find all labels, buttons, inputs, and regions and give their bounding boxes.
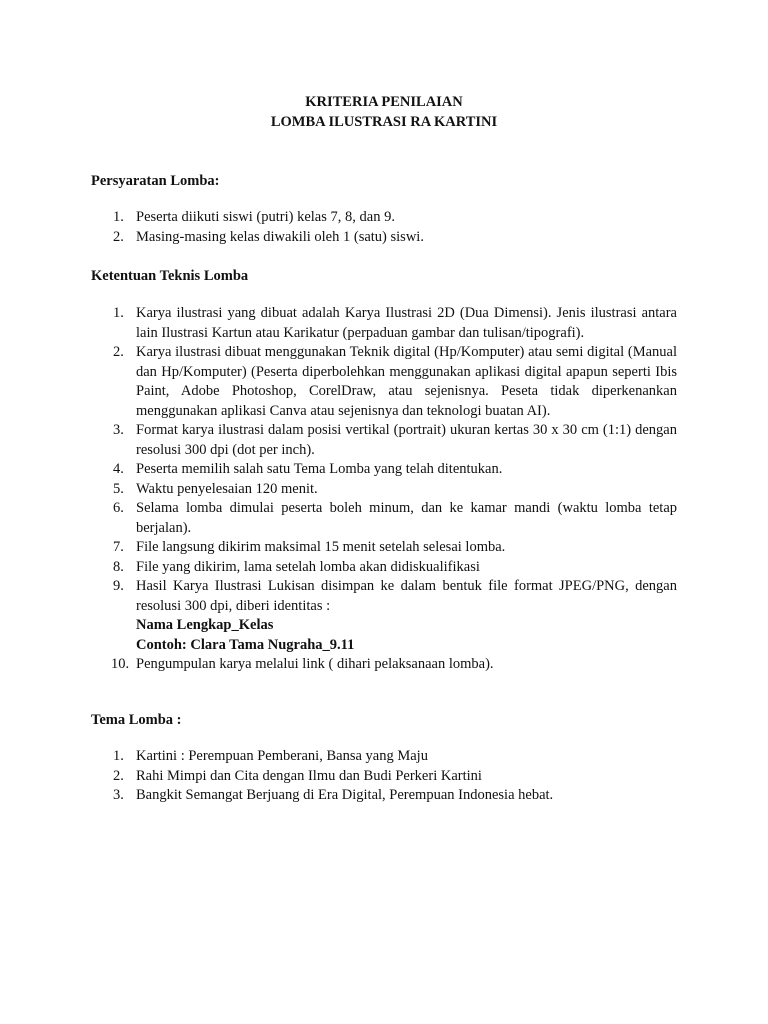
list-text: Peserta diikuti siswi (putri) kelas 7, 8, dan 9. xyxy=(136,209,395,225)
list-text: Peserta memilih salah satu Tema Lomba yang telah ditentukan. xyxy=(136,461,503,477)
list-number: 6. xyxy=(113,500,124,516)
list-number: 3. xyxy=(113,787,124,803)
list-number: 9. xyxy=(113,578,124,594)
list-number: 1. xyxy=(113,209,124,225)
list-text: Bangkit Semangat Berjuang di Era Digital, Perempuan Indonesia hebat. xyxy=(136,787,554,803)
list-text: Selama lomba dimulai peserta boleh minum, dan ke kamar mandi (waktu lomba tetap berjalan). xyxy=(136,500,677,536)
list-number: 5. xyxy=(113,480,124,497)
list-item xyxy=(91,343,677,421)
list-number: 2. xyxy=(113,767,124,784)
list-number: 1. xyxy=(113,748,124,764)
list-item xyxy=(91,747,677,767)
list-text: Format karya ilustrasi dalam posisi vertikal (portrait) ukuran kertas 30 x 30 cm (1:1) dengan resolusi 300 dpi (dot per inch). xyxy=(136,422,677,458)
list-item xyxy=(91,208,677,228)
document-title: KRITERIA PENILAIAN xyxy=(305,94,463,110)
list-number: 3. xyxy=(113,422,124,438)
list-text: Hasil Karya Ilustrasi Lukisan disimpan ke dalam bentuk file format JPEG/PNG, dengan resolusi 300 dpi, diberi identitas : xyxy=(136,578,677,614)
list-item xyxy=(91,499,677,538)
list-item xyxy=(91,558,677,578)
list-number: 2. xyxy=(113,228,124,245)
list-text: File langsung dikirim maksimal 15 menit setelah selesai lomba. xyxy=(136,539,506,555)
list-text: Pengumpulan karya melalui link ( dihari pelaksanaan lomba). xyxy=(136,656,494,672)
list-item xyxy=(91,786,677,806)
list-number: 10. xyxy=(111,656,130,672)
list-item xyxy=(91,304,677,343)
list-item xyxy=(91,767,677,787)
list-number: 2. xyxy=(113,344,124,360)
list-text: File yang dikirim, lama setelah lomba akan didiskualifikasi xyxy=(136,558,480,575)
ketentuan-list xyxy=(91,304,677,675)
list-item xyxy=(91,655,677,675)
list-number: 4. xyxy=(113,461,124,477)
list-item xyxy=(91,460,677,480)
list-number: 1. xyxy=(113,305,124,321)
document-subtitle: LOMBA ILUSTRASI RA KARTINI xyxy=(270,114,498,130)
ketentuan-heading: Ketentuan Teknis Lomba xyxy=(91,268,249,284)
tema-heading: Tema Lomba : xyxy=(91,712,182,728)
persyaratan-heading: Persyaratan Lomba: xyxy=(91,173,220,189)
list-item xyxy=(91,228,677,248)
list-item xyxy=(91,577,677,655)
identity-format-label: Nama Lengkap_Kelas xyxy=(136,617,274,633)
list-text: Masing-masing kelas diwakili oleh 1 (satu) siswi. xyxy=(136,228,424,245)
list-text: Karya ilustrasi yang dibuat adalah Karya Ilustrasi 2D (Dua Dimensi). Jenis ilustrasi antara lain Ilustrasi Kartun atau Karikatur (perpaduan gambar dan tulisan/tipografi). xyxy=(136,305,677,341)
list-item xyxy=(91,480,677,500)
tema-list xyxy=(91,747,677,806)
list-number: 7. xyxy=(113,539,124,555)
list-text: Karya ilustrasi dibuat menggunakan Teknik digital (Hp/Komputer) atau semi digital (Manual dan Hp/Komputer) (Peserta diperbolehkan menggunakan aplikasi digital apapun seperti Ibis Paint, Adobe Photoshop, CorelDraw, atau sejenisnya. Peseta tidak diperkenankan menggunakan aplikasi Canva atau sejenisnya dan teknologi buatan AI). xyxy=(136,344,677,419)
list-number: 8. xyxy=(113,558,124,575)
list-text: Waktu penyelesaian 120 menit. xyxy=(136,480,318,497)
identity-example-label: Contoh: Clara Tama Nugraha_9.11 xyxy=(136,636,355,653)
persyaratan-list xyxy=(91,208,677,247)
list-text: Kartini : Perempuan Pemberani, Bansa yang Maju xyxy=(136,748,428,764)
list-text: Rahi Mimpi dan Cita dengan Ilmu dan Budi Perkeri Kartini xyxy=(136,767,482,784)
list-item xyxy=(91,538,677,558)
list-item xyxy=(91,421,677,460)
